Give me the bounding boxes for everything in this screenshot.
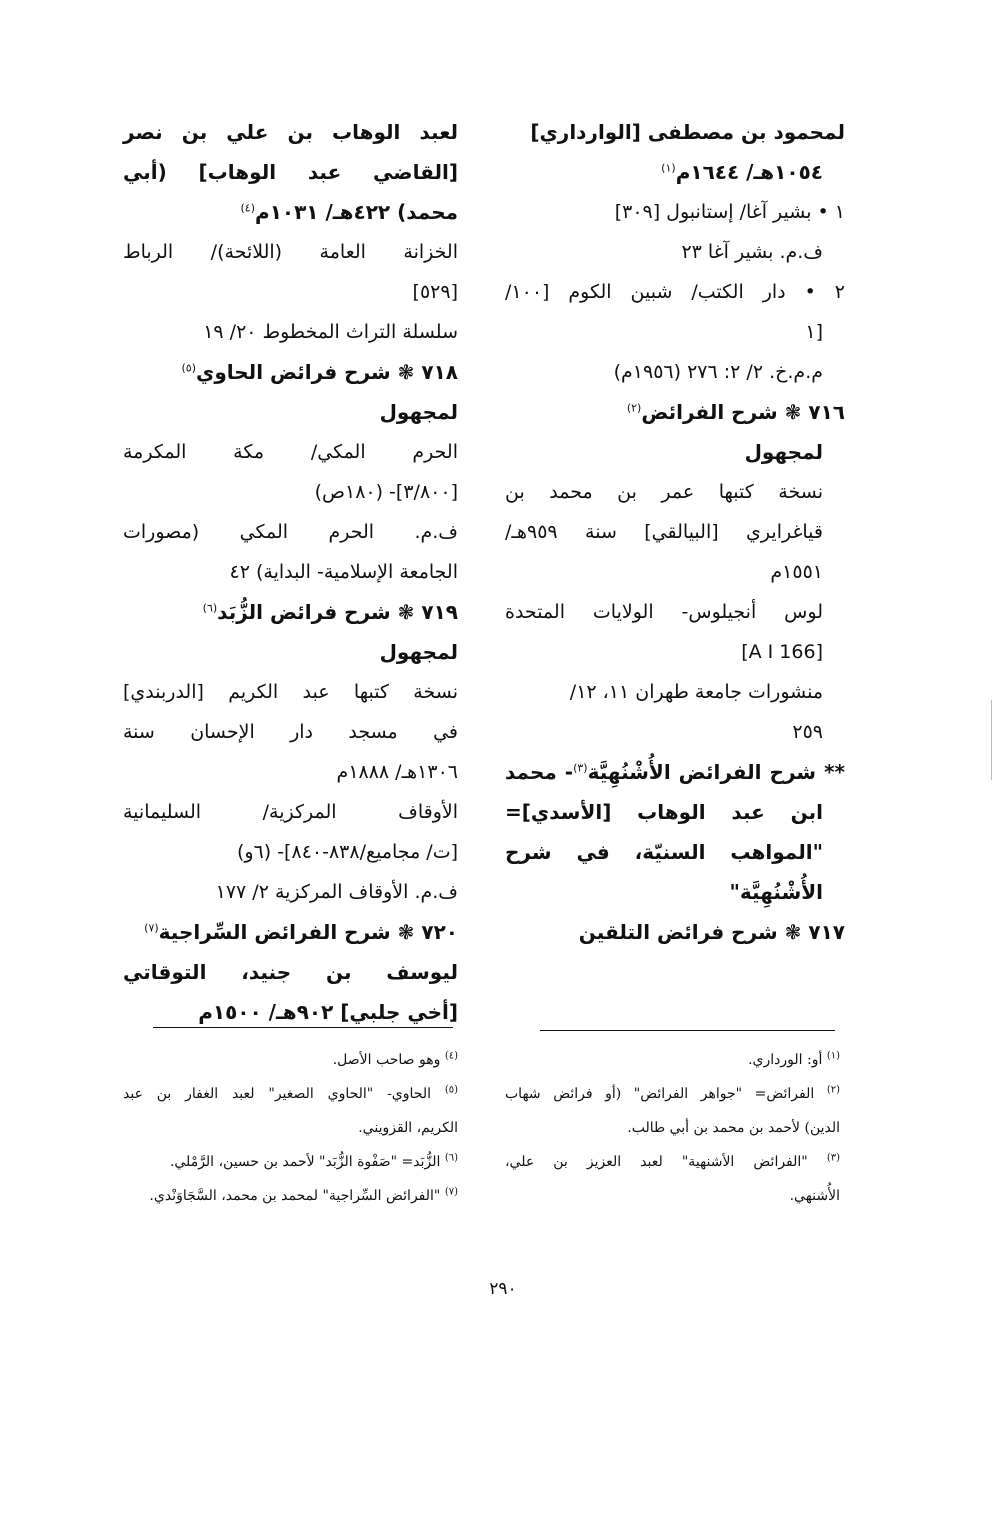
text-line [505, 792, 845, 832]
footnote-text: أو: الورداري. [748, 1052, 823, 1068]
footnote-marker: (٧) [144, 921, 159, 935]
text-line [123, 232, 458, 272]
text-line [123, 272, 458, 312]
text-line [505, 232, 845, 272]
line-text: في مسجد دار الإحسان سنة [123, 721, 458, 743]
footnote-number: (٢) [826, 1084, 841, 1096]
text-line [123, 192, 458, 232]
footnotes-right [505, 1043, 840, 1213]
footnote-number: (٦) [444, 1152, 458, 1164]
text-line [505, 432, 845, 472]
footnote-line [123, 1111, 458, 1145]
line-text: [١ [805, 321, 823, 343]
text-line [505, 312, 845, 352]
text-line [123, 952, 458, 992]
footnote-text: الفرائض= "جواهر الفرائض" (أو فرائض شهاب [505, 1086, 815, 1102]
line-text: ** شرح الفرائض الأُشْنُهِيَّة [587, 760, 845, 784]
footnote-text: الحاوي- "الحاوي الصغير" لعبد الغفار بن عبد [123, 1086, 431, 1102]
text-line [505, 512, 845, 552]
line-text: لمجهول [379, 640, 458, 664]
line-text: الحرم المكي/ مكة المكرمة [123, 441, 458, 463]
text-line [123, 872, 458, 912]
text-line [505, 592, 845, 632]
right-text-column [505, 112, 845, 952]
footnote-marker: (٤) [240, 201, 256, 215]
line-text: [القاضي عبد الوهاب] (أبي [123, 160, 458, 184]
line-text: ٧١٨ ❃ شرح فرائض الحاوي [196, 360, 458, 384]
text-line [123, 792, 458, 832]
left-text-column [123, 112, 458, 1032]
line-text: [٣/٨٠٠]- (١٨٠ص) [314, 481, 458, 503]
line-text: ١٥٥١م [770, 561, 823, 583]
footnote-text: الكريم، القزويني. [358, 1120, 458, 1136]
footnote-text: "الفرائض السِّراجية" لمحمد بن محمد، السَّجَاوَنْدي. [149, 1188, 441, 1204]
text-line [505, 352, 845, 392]
footnote-line [123, 1077, 458, 1111]
text-line [123, 992, 458, 1032]
text-line [123, 672, 458, 712]
line-text: ف.م. الحرم المكي (مصورات [123, 521, 458, 543]
line-text: لمجهول [379, 400, 458, 424]
line-text: ف.م. بشير آغا ٢٣ [681, 241, 823, 263]
text-line [505, 752, 845, 792]
footnote-line [123, 1043, 458, 1077]
footnote-divider-right [540, 1030, 835, 1031]
footnote-marker: (٣) [573, 761, 588, 775]
line-text: ١٣٠٦هـ/ ١٨٨٨م [336, 761, 458, 783]
line-text: م.م.خ. ٢/ ٢: ٢٧٦ (١٩٥٦م) [613, 361, 823, 383]
footnote-marker: (٥) [181, 361, 196, 375]
line-text: ابن عبد الوهاب [الأسدي]= [505, 800, 823, 824]
line-text: لوس أنجيلوس- الولايات المتحدة [505, 601, 823, 623]
line-text: لمحمود بن مصطفى [الوارداري] [530, 120, 845, 144]
footnote-number: (١) [826, 1050, 840, 1062]
text-line [123, 472, 458, 512]
line-text: ٢٥٩ [792, 721, 823, 743]
text-line [505, 392, 845, 432]
footnote-number: (٣) [826, 1152, 840, 1164]
text-line [505, 552, 845, 592]
footnote-text: الأُشنهي. [789, 1188, 840, 1204]
line-text: ليوسف بن جنيد، التوقاتي [123, 960, 458, 984]
text-line [123, 152, 458, 192]
text-line [123, 912, 458, 952]
footnote-text: الدين) لأحمد بن محمد بن أبي طالب. [627, 1120, 840, 1136]
line-text: الجامعة الإسلامية- البداية) ٤٢ [229, 561, 458, 583]
text-line [505, 112, 845, 152]
text-line [505, 672, 845, 712]
footnote-line [123, 1179, 458, 1213]
line-text: ١٠٥٤هـ/ ١٦٤٤م [675, 160, 823, 184]
footnote-line [505, 1179, 840, 1213]
text-line [123, 392, 458, 432]
line-text: الخزانة العامة (اللائحة)/ الرباط [123, 241, 458, 263]
line-text: "المواهب السنيّة، في شرح [505, 840, 823, 864]
line-text: نسخة كتبها عبد الكريم [الدربندي] [123, 681, 458, 703]
text-line [123, 432, 458, 472]
line-text-continued: - محمد [505, 760, 574, 784]
footnote-number: (٥) [444, 1084, 458, 1096]
scan-edge-mark [991, 700, 992, 780]
text-line [505, 472, 845, 512]
line-text: ٧٢٠ ❃ شرح الفرائض السِّراجية [158, 920, 458, 944]
text-line [123, 712, 458, 752]
line-text: قياغرايري [البيالقي] سنة ٩٥٩هـ/ [505, 521, 823, 543]
text-line [505, 832, 845, 872]
text-line [505, 152, 845, 192]
footnote-line [505, 1145, 840, 1179]
text-line [123, 352, 458, 392]
text-line [123, 552, 458, 592]
text-line [505, 192, 845, 232]
text-line [123, 632, 458, 672]
line-text: [ت/ مجاميع/٨٣٨-٨٤٠]- (٦و) [236, 841, 458, 863]
text-line [123, 592, 458, 632]
footnote-marker: (٦) [202, 601, 218, 615]
footnote-number: (٤) [444, 1050, 458, 1062]
text-line [123, 752, 458, 792]
line-text: منشورات جامعة طهران ١١، ١٢/ [569, 681, 823, 703]
line-text: [٥٢٩] [412, 281, 458, 303]
line-text: ٧١٦ ❃ شرح الفرائض [641, 400, 845, 424]
line-text: سلسلة التراث المخطوط ٢٠/ ١٩ [203, 321, 458, 343]
line-text: الأوقاف المركزية/ السليمانية [123, 801, 458, 823]
line-text: لمجهول [744, 440, 823, 464]
text-line [123, 832, 458, 872]
line-text: محمد) ٤٢٢هـ/ ١٠٣١م [255, 200, 458, 224]
footnote-line [505, 1043, 840, 1077]
page-number: ٢٩٠ [489, 1279, 517, 1299]
text-line [123, 512, 458, 552]
footnote-line [505, 1077, 840, 1111]
footnote-line [505, 1111, 840, 1145]
footnotes-left [123, 1043, 458, 1213]
line-text: [A I 166] [741, 641, 823, 663]
footnote-marker: (١) [661, 161, 676, 175]
line-text: [أخي جلبي] ٩٠٢هـ/ ١٥٠٠م [198, 1000, 458, 1024]
line-text: ف.م. الأوقاف المركزية ٢/ ١٧٧ [215, 881, 458, 903]
footnote-divider-left [153, 1027, 453, 1028]
footnote-number: (٧) [444, 1186, 458, 1198]
text-line [505, 872, 845, 912]
text-line [505, 632, 845, 672]
line-text: ٧١٧ ❃ شرح فرائض التلقين [578, 920, 845, 944]
text-line [505, 712, 845, 752]
line-text: ١ • بشير آغا/ إستانبول [٣٠٩] [614, 201, 845, 223]
footnote-text: "الفرائض الأشنهية" لعبد العزيز بن علي، [505, 1154, 808, 1170]
footnote-text: وهو صاحب الأصل. [332, 1052, 441, 1068]
line-text: الأُشْنُهِيَّة" [729, 880, 823, 904]
text-line [505, 912, 845, 952]
footnote-marker: (٢) [626, 401, 642, 415]
line-text: لعبد الوهاب بن علي بن نصر [123, 120, 458, 144]
text-line [123, 112, 458, 152]
line-text: نسخة كتبها عمر بن محمد بن [505, 481, 823, 503]
footnote-text: الزُّبَد= "صَفْوة الزُّبَد" لأحمد بن حسين، الرَّمْلي. [169, 1154, 441, 1170]
line-text: ٢ • دار الكتب/ شبين الكوم [١٠٠/ [505, 281, 845, 303]
footnote-line [123, 1145, 458, 1179]
text-line [505, 272, 845, 312]
line-text: ٧١٩ ❃ شرح فرائض الزُّبَد [217, 600, 458, 624]
text-line [123, 312, 458, 352]
